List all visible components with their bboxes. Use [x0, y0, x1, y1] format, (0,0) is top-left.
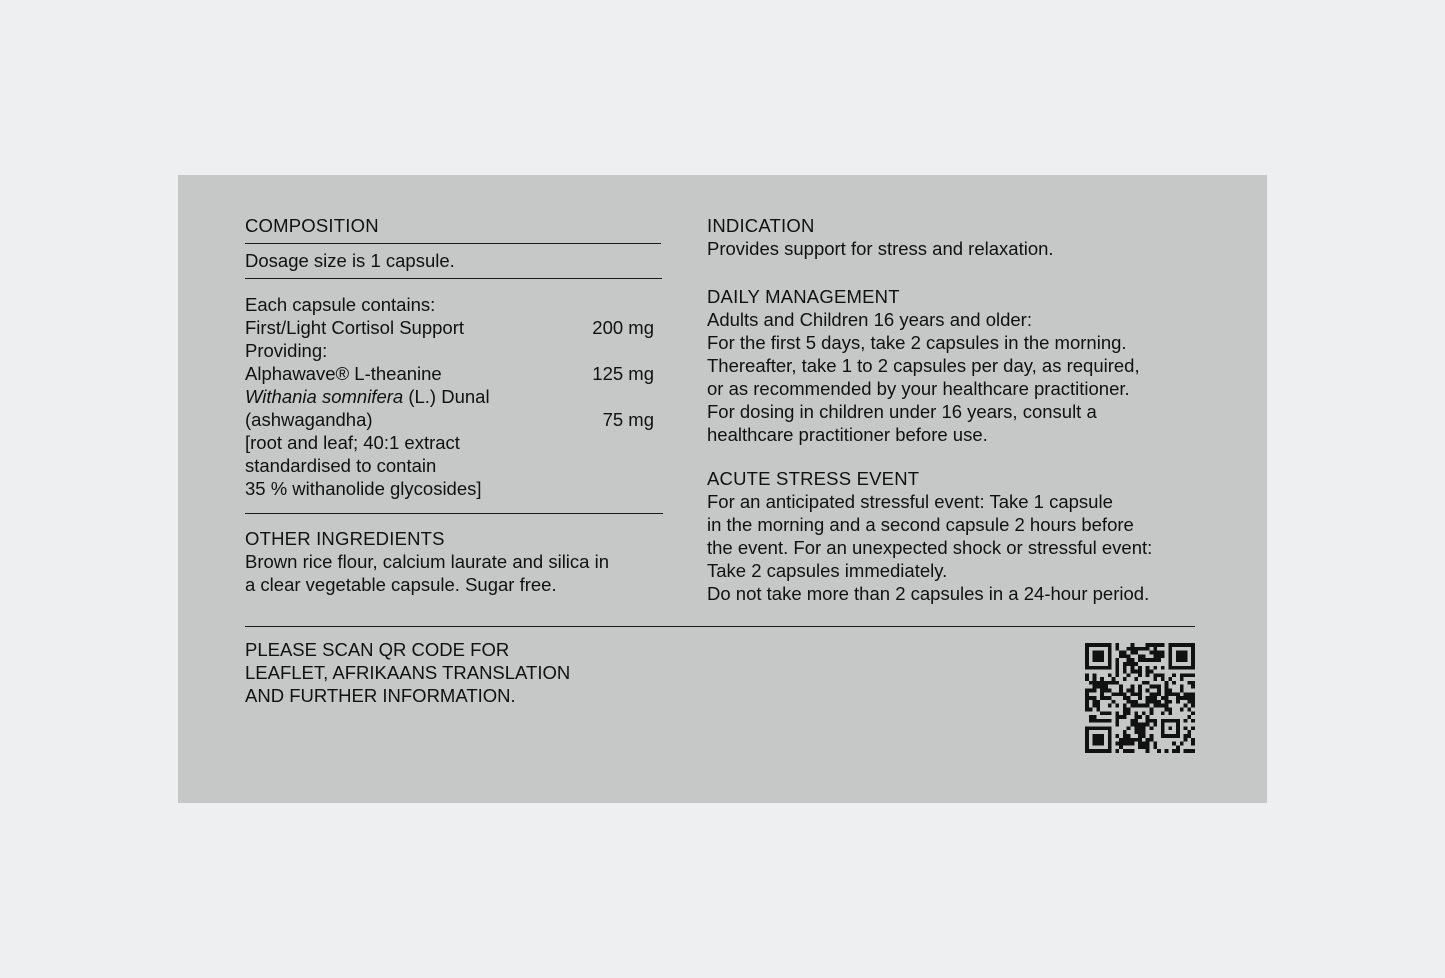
botanical-author: (L.) Dunal — [403, 386, 490, 407]
acute-stress-line: in the morning and a second capsule 2 hours before — [707, 514, 1134, 535]
each-capsule-text: Each capsule contains: — [245, 294, 436, 315]
acute-stress-line: the event. For an unexpected shock or stressful event: — [707, 537, 1153, 558]
composition-heading: COMPOSITION — [245, 215, 379, 236]
acute-stress-heading: ACUTE STRESS EVENT — [707, 468, 920, 489]
footer-divider — [245, 626, 1195, 627]
acute-stress-line: For an anticipated stressful event: Take 1 capsule — [707, 491, 1113, 512]
daily-management-heading: DAILY MANAGEMENT — [707, 286, 900, 307]
ingredient-withania-name — [245, 385, 662, 408]
other-ingredients-divider — [245, 513, 663, 514]
other-ingredients-heading: OTHER INGREDIENTS — [245, 528, 445, 549]
product-label-panel — [178, 175, 1267, 803]
composition-divider — [245, 243, 661, 244]
qr-code-icon[interactable] — [1085, 643, 1195, 753]
acute-stress-line: Take 2 capsules immediately. — [707, 560, 948, 581]
extract-detail-line: 35 % withanolide glycosides] — [245, 478, 482, 499]
ingredient-amount: 125 mg — [592, 363, 654, 384]
ingredient-amount: 200 mg — [592, 317, 654, 338]
ingredient-row-l-theanine — [245, 362, 654, 385]
other-ingredients-line: a clear vegetable capsule. Sugar free. — [245, 574, 557, 595]
daily-management-line: For dosing in children under 16 years, consult a — [707, 401, 1097, 422]
ingredient-row-cortisol-support — [245, 316, 654, 339]
other-ingredients-line: Brown rice flour, calcium laurate and silica in — [245, 551, 609, 572]
dosage-divider — [245, 278, 662, 279]
daily-management-line: healthcare practitioner before use. — [707, 424, 988, 445]
ingredient-name: First/Light Cortisol Support — [245, 317, 465, 338]
daily-management-line: or as recommended by your healthcare practitioner. — [707, 378, 1130, 399]
daily-management-line: Thereafter, take 1 to 2 capsules per day, as required, — [707, 355, 1140, 376]
daily-management-line: For the first 5 days, take 2 capsules in the morning. — [707, 332, 1127, 353]
right-column — [707, 213, 1207, 605]
ingredient-amount: 75 mg — [602, 409, 654, 430]
botanical-name: Withania somnifera — [245, 386, 404, 407]
indication-heading: INDICATION — [707, 215, 815, 236]
extract-detail-line: [root and leaf; 40:1 extract — [245, 432, 460, 453]
acute-stress-line: Do not take more than 2 capsules in a 24-hour period. — [707, 583, 1150, 604]
ingredient-name: (ashwagandha) — [245, 409, 373, 430]
ingredient-name: Alphawave® L-theanine — [245, 363, 442, 384]
extract-detail-line: standardised to contain — [245, 455, 437, 476]
qr-instruction-line: LEAFLET, AFRIKAANS TRANSLATION — [245, 662, 571, 683]
dosage-size-text: Dosage size is 1 capsule. — [245, 250, 455, 271]
qr-instructions — [245, 638, 570, 707]
daily-management-line: Adults and Children 16 years and older: — [707, 309, 1032, 330]
left-column — [245, 213, 662, 596]
indication-text: Provides support for stress and relaxation. — [707, 238, 1054, 259]
qr-instruction-line: AND FURTHER INFORMATION. — [245, 685, 516, 706]
providing-text: Providing: — [245, 340, 328, 361]
qr-instruction-line: PLEASE SCAN QR CODE FOR — [245, 639, 510, 660]
ingredient-row-ashwagandha — [245, 408, 654, 431]
